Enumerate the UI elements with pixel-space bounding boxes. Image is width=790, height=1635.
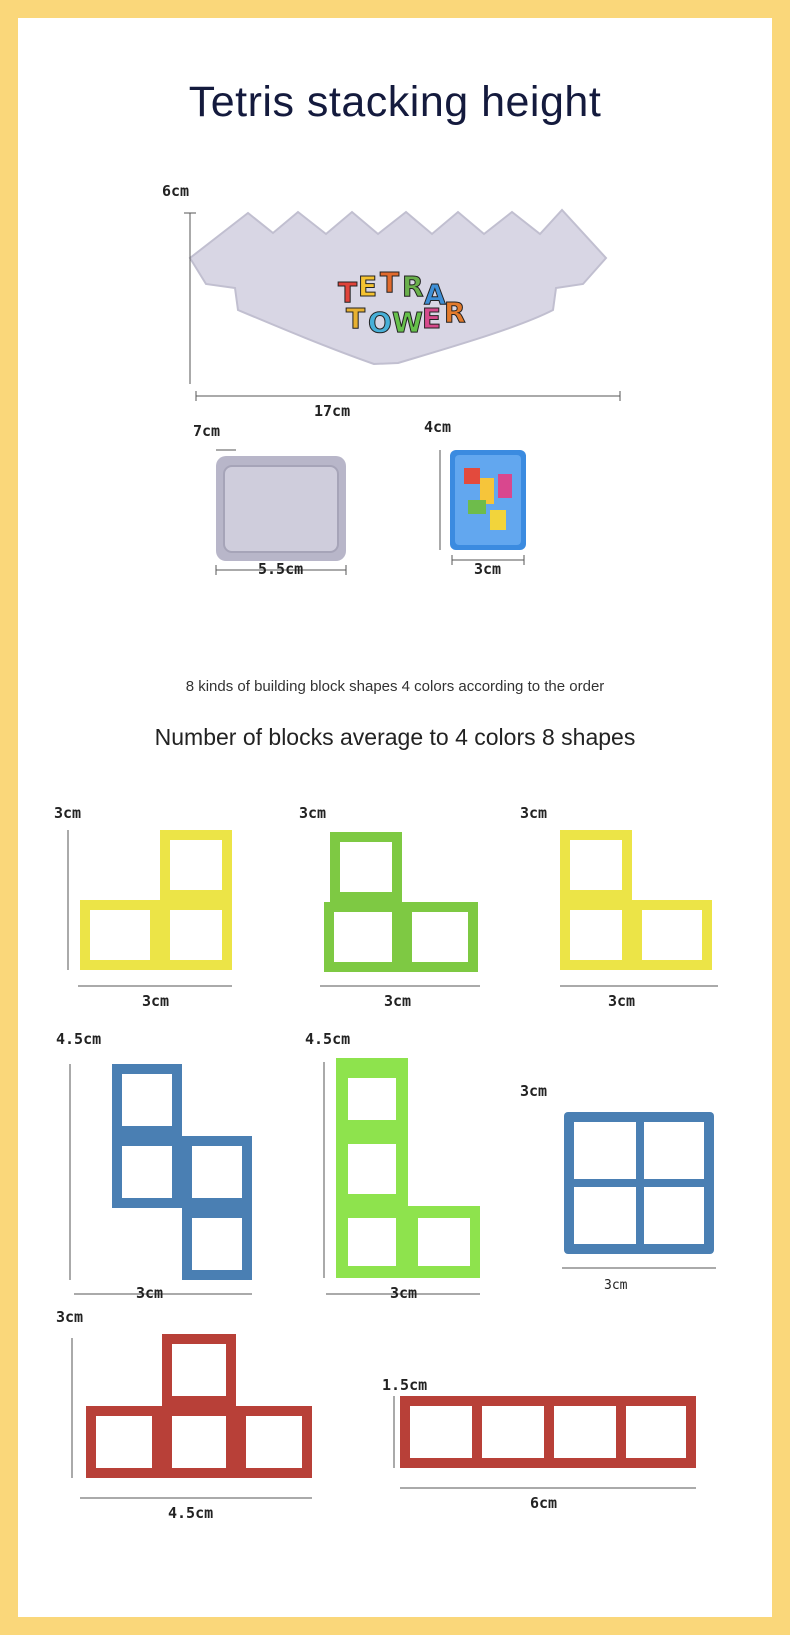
block7-height-label: 3cm <box>56 1308 84 1326</box>
product-panel <box>18 18 772 1617</box>
base-tray-image <box>178 198 648 398</box>
block4-width-label: 3cm <box>136 1284 164 1302</box>
svg-text:A: A <box>424 278 446 311</box>
base-width-label: 17cm <box>314 402 351 420</box>
card-height-label: 4cm <box>424 418 452 436</box>
block5-height-label: 4.5cm <box>305 1030 351 1048</box>
block-blue-o <box>538 1098 738 1298</box>
block3-height-label: 3cm <box>520 804 548 822</box>
platform-width-label: 5.5cm <box>258 560 304 578</box>
caption-shapes: 8 kinds of building block shapes 4 colors according to the order <box>185 678 605 695</box>
block7-width-label: 4.5cm <box>168 1504 214 1522</box>
block8-width-label: 6cm <box>530 1494 558 1512</box>
svg-text:E: E <box>422 302 442 335</box>
block6-height-label: 3cm <box>520 1082 548 1100</box>
block8-height-label: 1.5cm <box>382 1376 428 1394</box>
page-title: Tetris stacking height <box>188 78 602 126</box>
card-image <box>428 428 538 578</box>
block5-width-label: 3cm <box>390 1284 418 1302</box>
svg-text:O: O <box>368 306 392 339</box>
block-lime-l <box>308 1048 518 1298</box>
platform-height-label: 7cm <box>193 422 221 440</box>
block6-width-label: 3cm <box>604 1278 628 1293</box>
svg-text:R: R <box>444 296 466 329</box>
platform-image <box>198 438 358 578</box>
card-width-label: 3cm <box>474 560 502 578</box>
block2-height-label: 3cm <box>299 804 327 822</box>
svg-text:E: E <box>358 270 378 303</box>
block1-height-label: 3cm <box>54 804 82 822</box>
block-red-i <box>388 1388 728 1518</box>
block-blue-s <box>58 1048 268 1298</box>
block2-width-label: 3cm <box>384 992 412 1010</box>
block3-width-label: 3cm <box>608 992 636 1010</box>
svg-text:T: T <box>346 302 366 335</box>
caption-colors: Number of blocks average to 4 colors 8 shapes <box>154 724 636 750</box>
svg-text:T: T <box>338 276 358 309</box>
base-height-label: 6cm <box>162 182 190 200</box>
svg-text:W: W <box>392 306 423 339</box>
block-red-t <box>58 1328 338 1528</box>
svg-text:R: R <box>402 270 424 303</box>
block4-height-label: 4.5cm <box>56 1030 102 1048</box>
svg-text:T: T <box>380 266 400 299</box>
block-yellow-z <box>538 818 738 1028</box>
block1-width-label: 3cm <box>142 992 170 1010</box>
